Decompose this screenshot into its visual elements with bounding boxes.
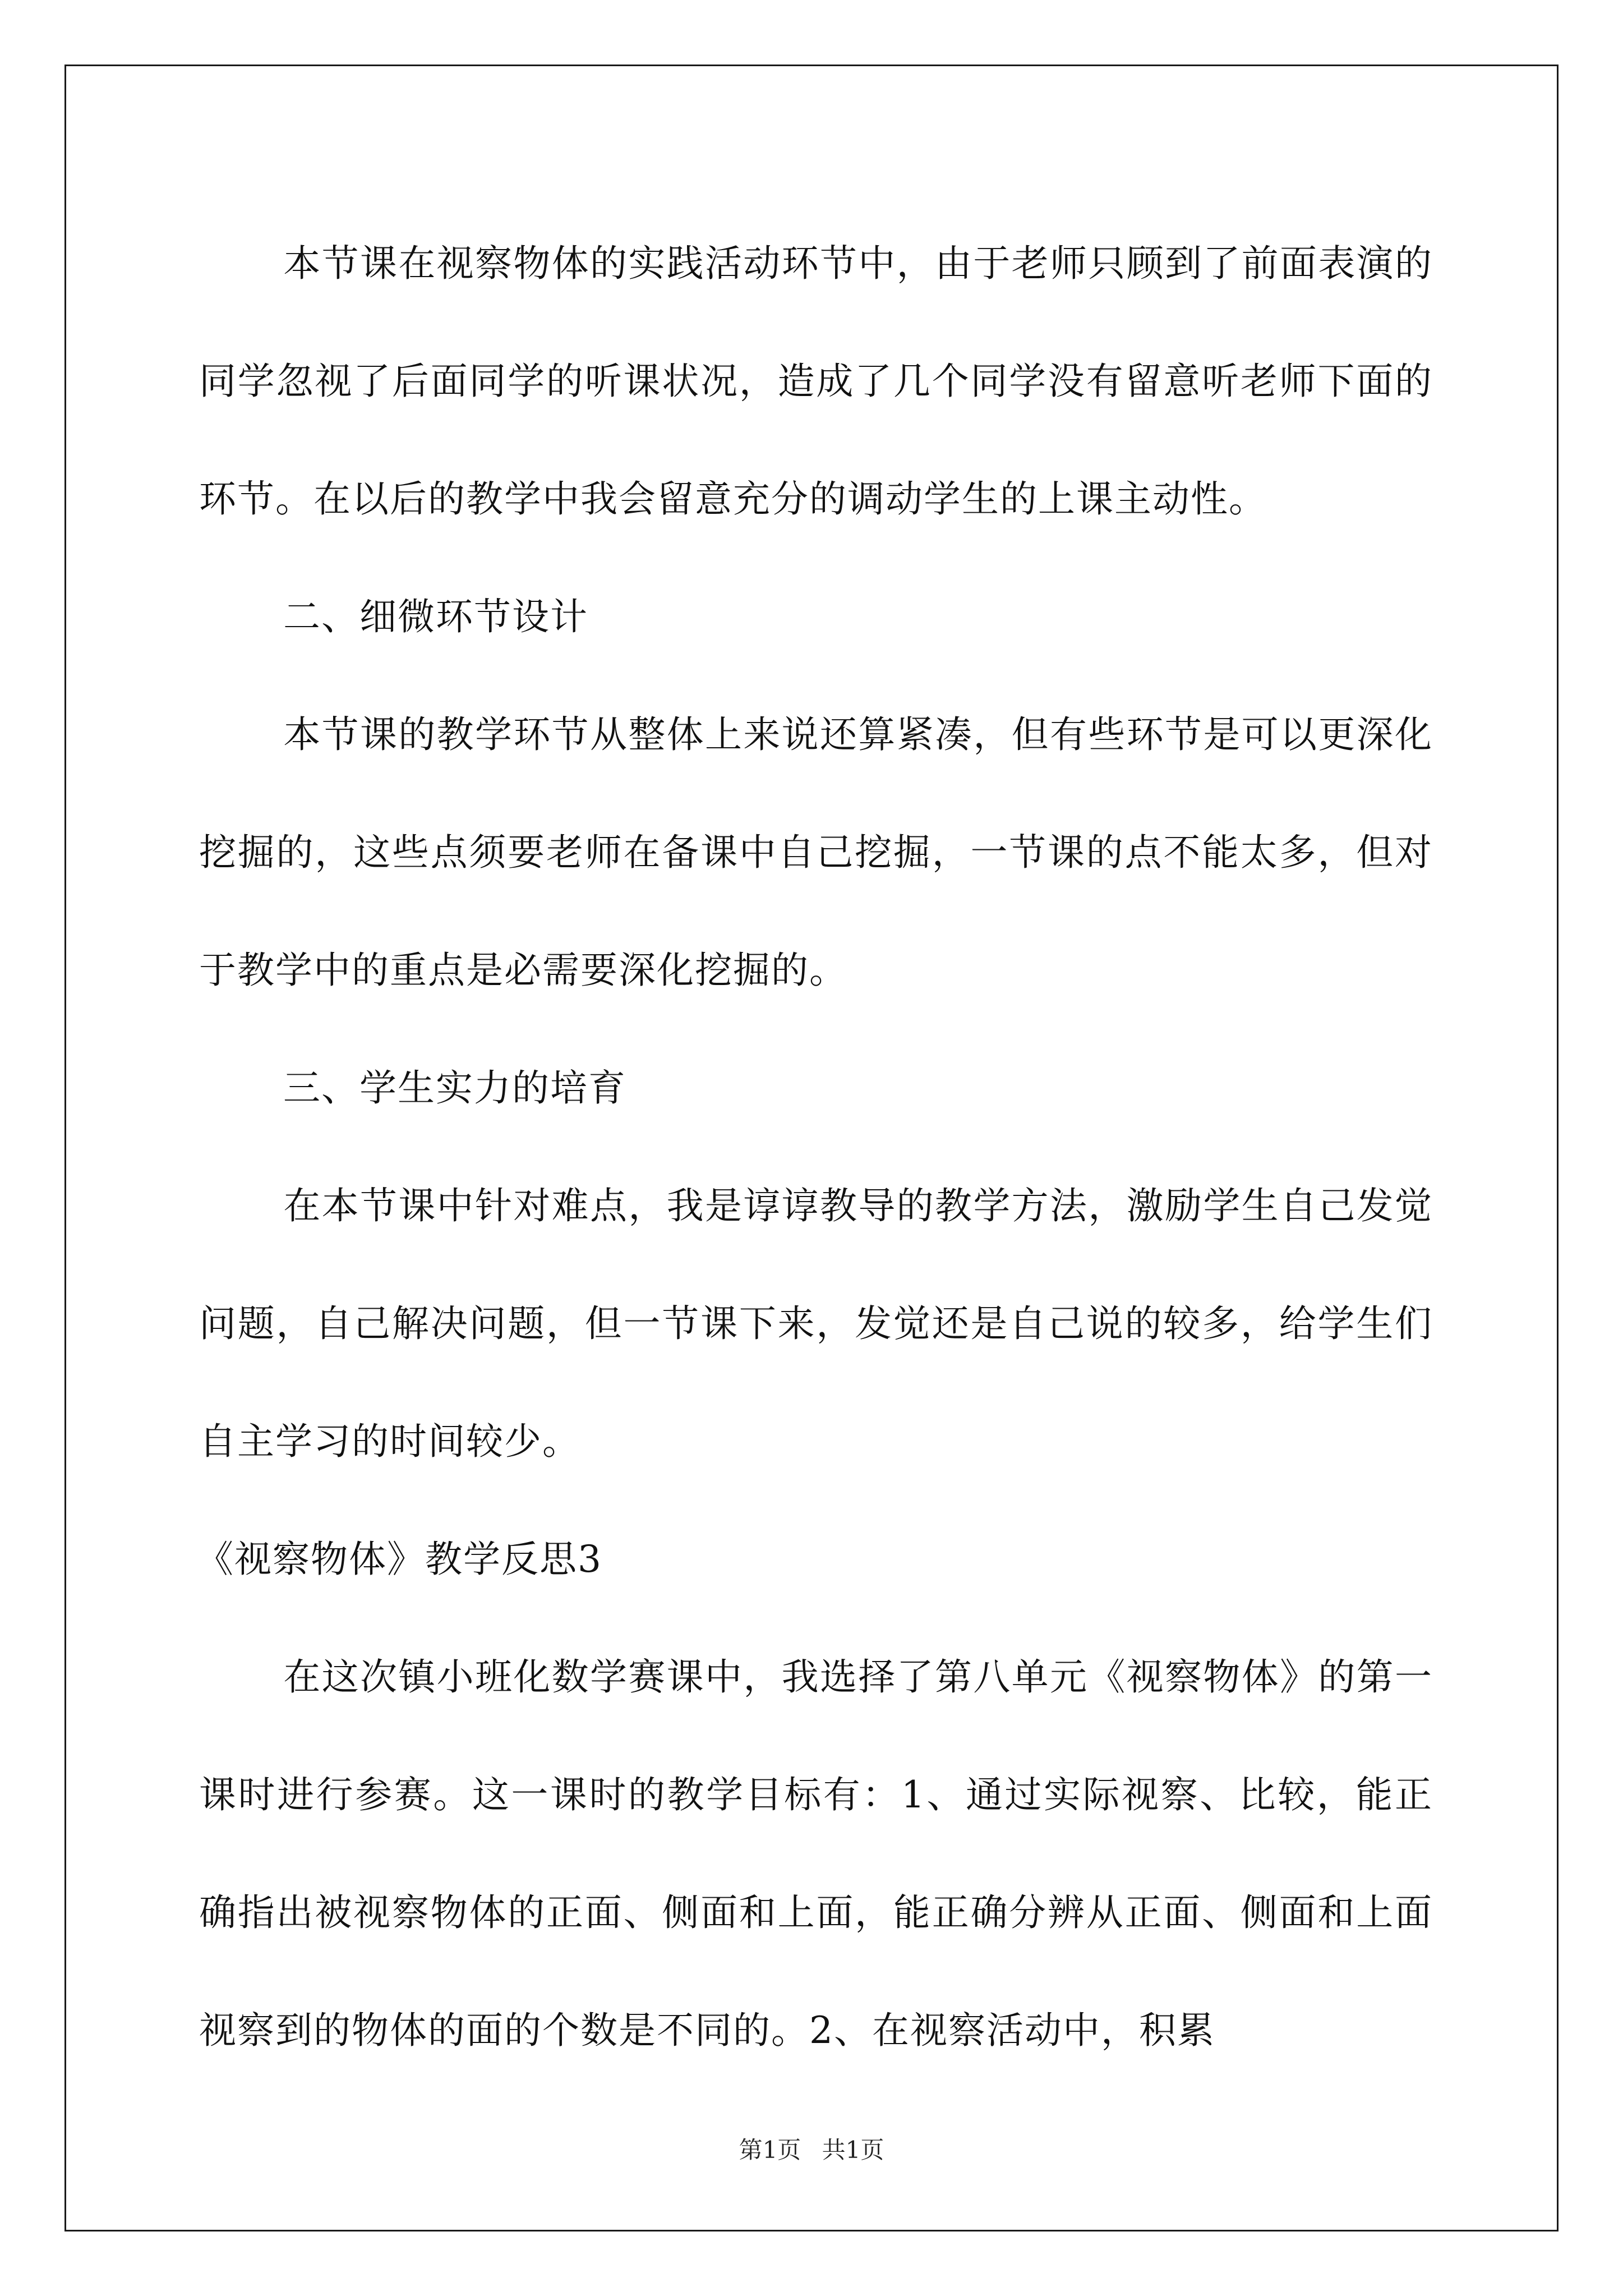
document-body	[196, 205, 1433, 2090]
paragraph-difficulty	[199, 1147, 1433, 1501]
page-footer	[0, 2132, 1623, 2165]
section-title: 《视察物体》教学反思3	[196, 1538, 602, 1581]
paragraph-teaching-steps	[199, 676, 1433, 1029]
paragraph-practice-activity	[199, 205, 1433, 558]
paragraph-text: 本节课的教学环节从整体上来说还算紧凑，但有些环节是可以更深化挖掘的，这些点须要老师在备课中自己挖掘，一节课的点不能太多，但对于教学中的重点是必需要深化挖掘的。	[199, 713, 1433, 992]
paragraph-text: 在本节课中针对难点，我是谆谆教导的教学方法，激励学生自己发觉问题，自己解决问题，但一节课下来，发觉还是自己说的较多，给学生们自主学习的时间较少。	[199, 1184, 1433, 1463]
paragraph-competition	[199, 1618, 1433, 2090]
heading-detail-design: 二、细微环节设计	[283, 595, 588, 638]
paragraph-text: 本节课在视察物体的实践活动环节中，由于老师只顾到了前面表演的同学忽视了后面同学的听课状况，造成了几个同学没有留意听老师下面的环节。在以后的教学中我会留意充分的调动学生的上课主动性。	[199, 242, 1433, 521]
paragraph-text: 在这次镇小班化数学赛课中，我选择了第八单元《视察物体》的第一课时进行参赛。这一课时的教学目标有：1、通过实际视察、比较，能正确指出被视察物体的正面、侧面和上面，能正确分辨从正面、侧面和上面视察到的物体的面的个数是不同的。2、在视察活动中，积累	[199, 1655, 1433, 2052]
page-total: 共1页	[822, 2136, 884, 2164]
heading-student-ability: 三、学生实力的培育	[283, 1066, 626, 1110]
page-number: 第1页	[739, 2136, 801, 2164]
